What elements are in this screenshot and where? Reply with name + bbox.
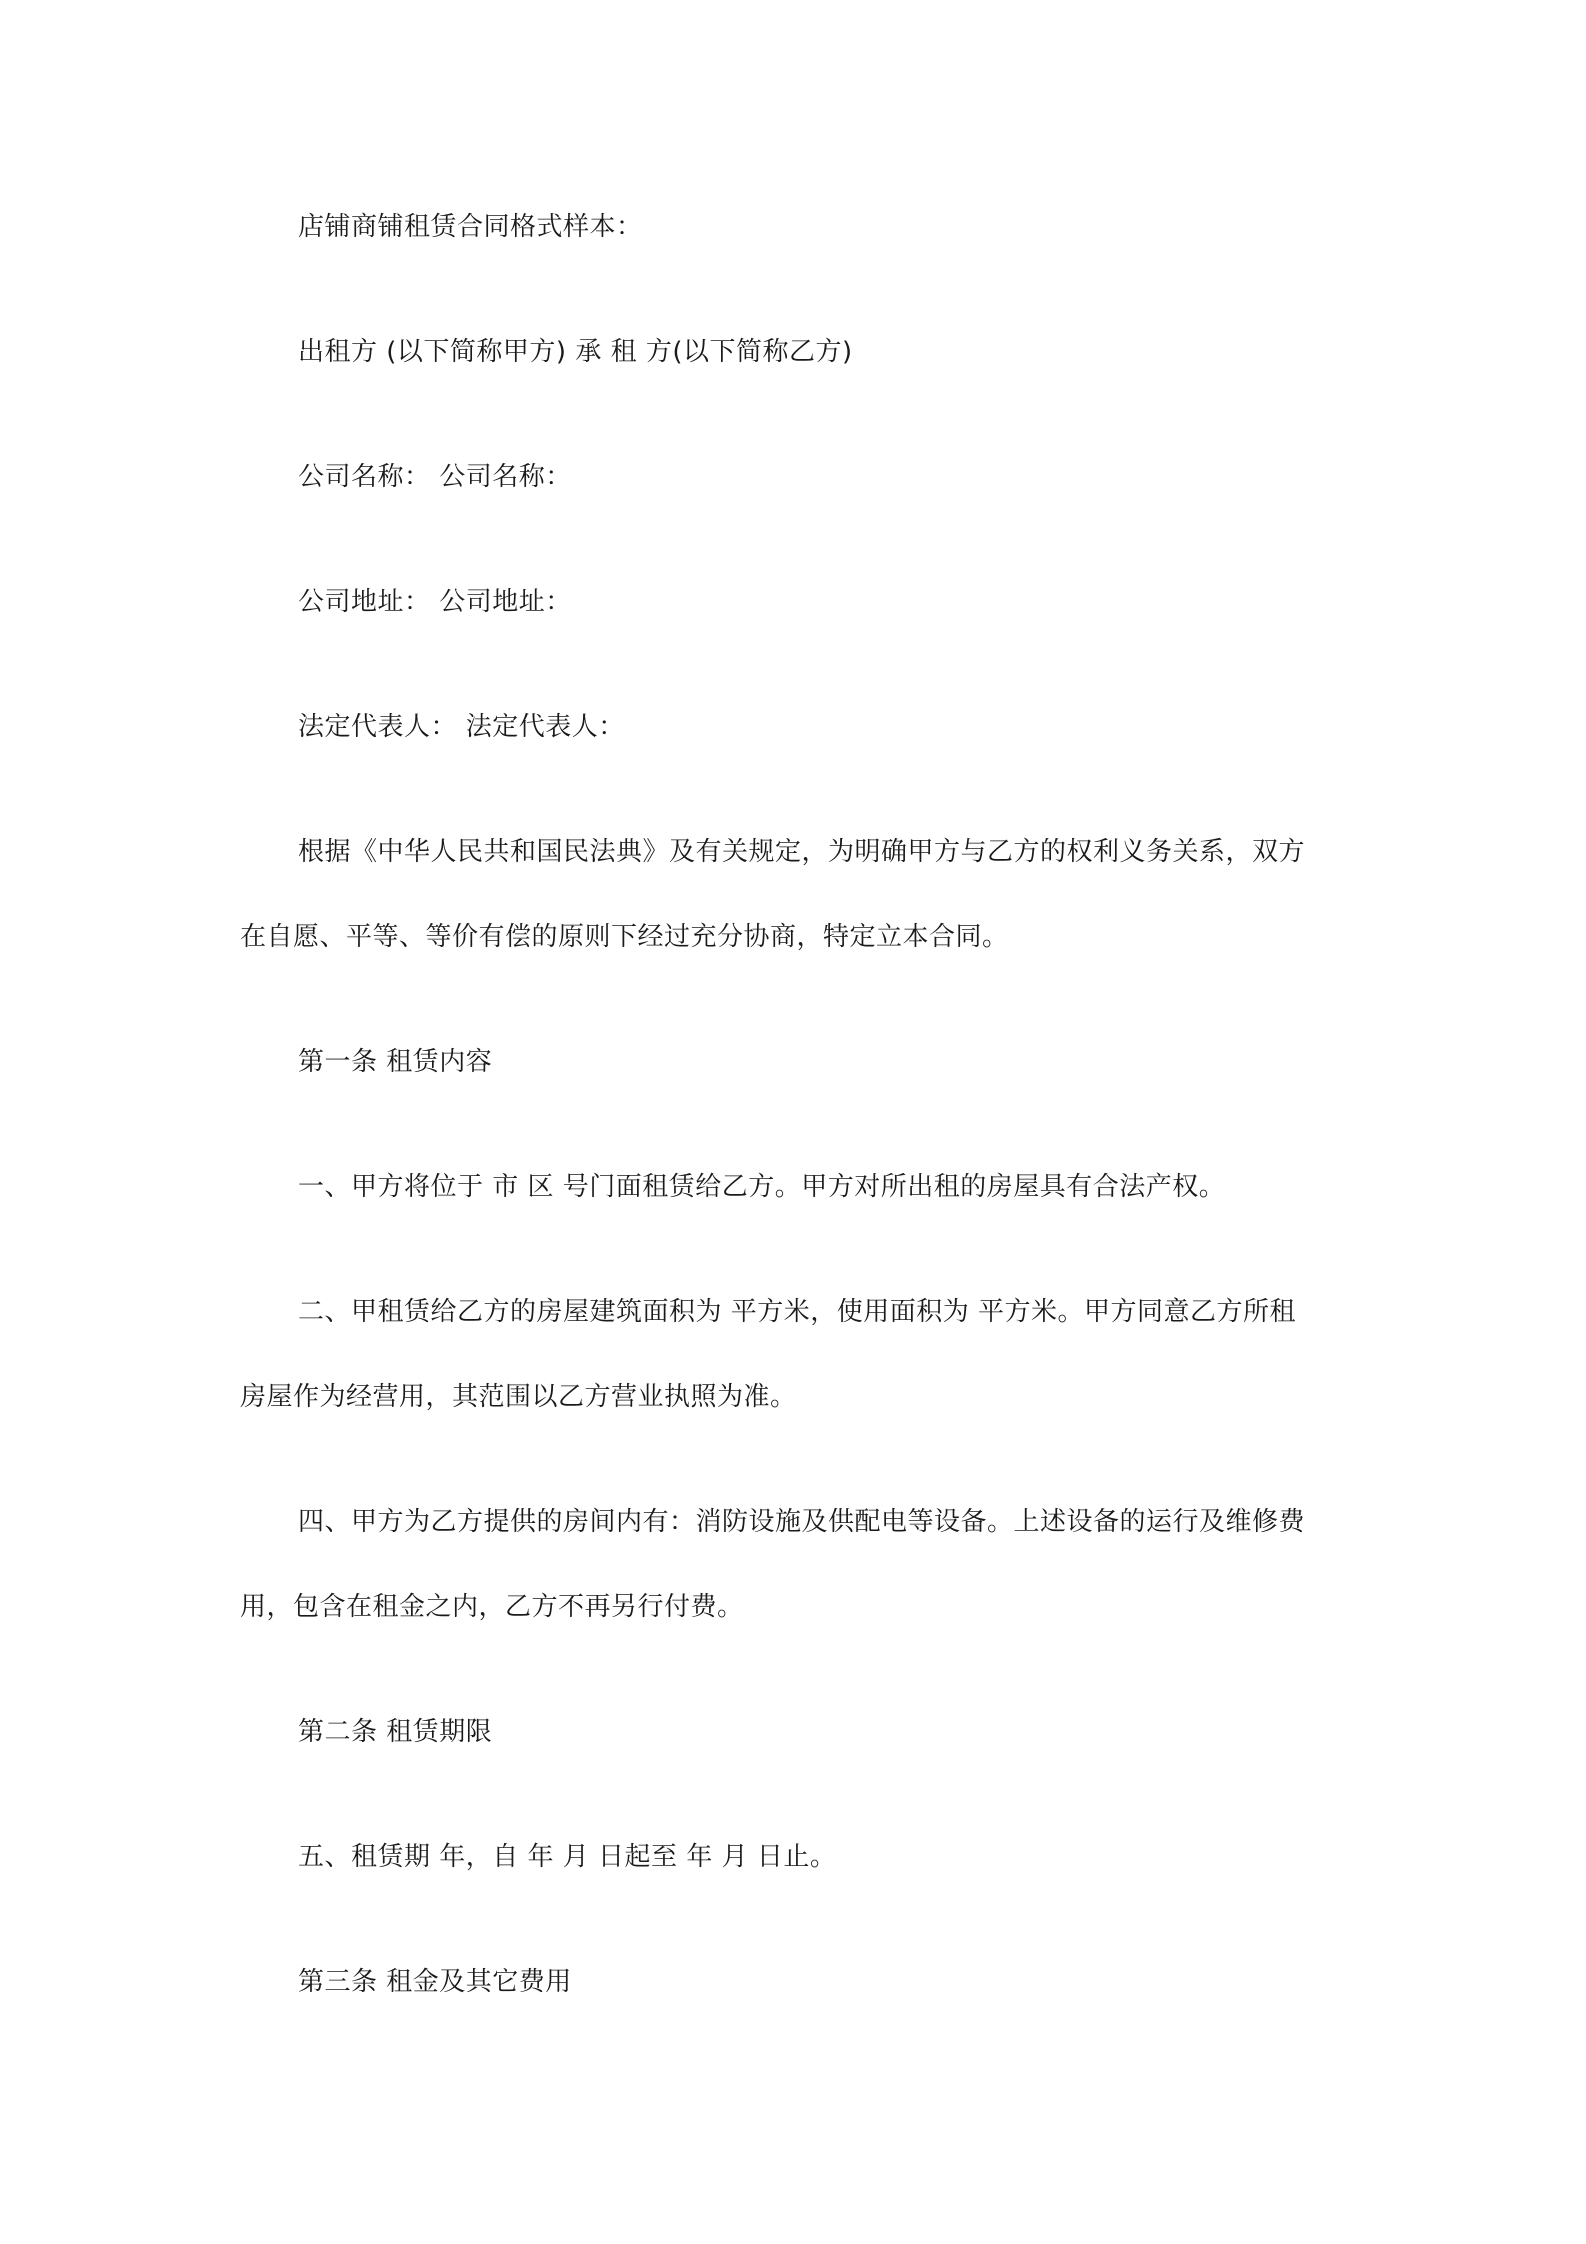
article-3-heading: 第三条 租金及其它费用	[298, 1967, 572, 1997]
article-1-heading: 第一条 租赁内容	[298, 1047, 493, 1077]
company-address-line: 公司地址： 公司地址：	[298, 587, 572, 617]
document-title: 店铺商铺租赁合同格式样本：	[298, 212, 643, 242]
item-2-line-1: 二、甲租赁给乙方的房屋建筑面积为 平方米，使用面积为 平方米。甲方同意乙方所租	[298, 1297, 1297, 1327]
legal-representative-line: 法定代表人： 法定代表人：	[298, 712, 625, 742]
item-4-line-1: 四、甲方为乙方提供的房间内有：消防设施及供配电等设备。上述设备的运行及维修费	[298, 1507, 1306, 1537]
item-4-line-2: 用，包含在租金之内，乙方不再另行付费。	[240, 1592, 744, 1622]
item-2-line-2: 房屋作为经营用，其范围以乙方营业执照为准。	[240, 1382, 797, 1412]
item-5: 五、租赁期 年，自 年 月 日起至 年 月 日止。	[298, 1842, 837, 1872]
intro-paragraph-line-2: 在自愿、平等、等价有偿的原则下经过充分协商，特定立本合同。	[240, 922, 1009, 952]
company-name-line: 公司名称： 公司名称：	[298, 462, 572, 492]
item-1: 一、甲方将位于 市 区 号门面租赁给乙方。甲方对所出租的房屋具有合法产权。	[298, 1172, 1226, 1202]
article-2-heading: 第二条 租赁期限	[298, 1717, 493, 1747]
intro-paragraph-line-1: 根据《中华人民共和国民法典》及有关规定，为明确甲方与乙方的权利义务关系，双方	[298, 837, 1306, 867]
parties-line: 出租方 (以下简称甲方) 承 租 方(以下简称乙方)	[298, 337, 853, 367]
